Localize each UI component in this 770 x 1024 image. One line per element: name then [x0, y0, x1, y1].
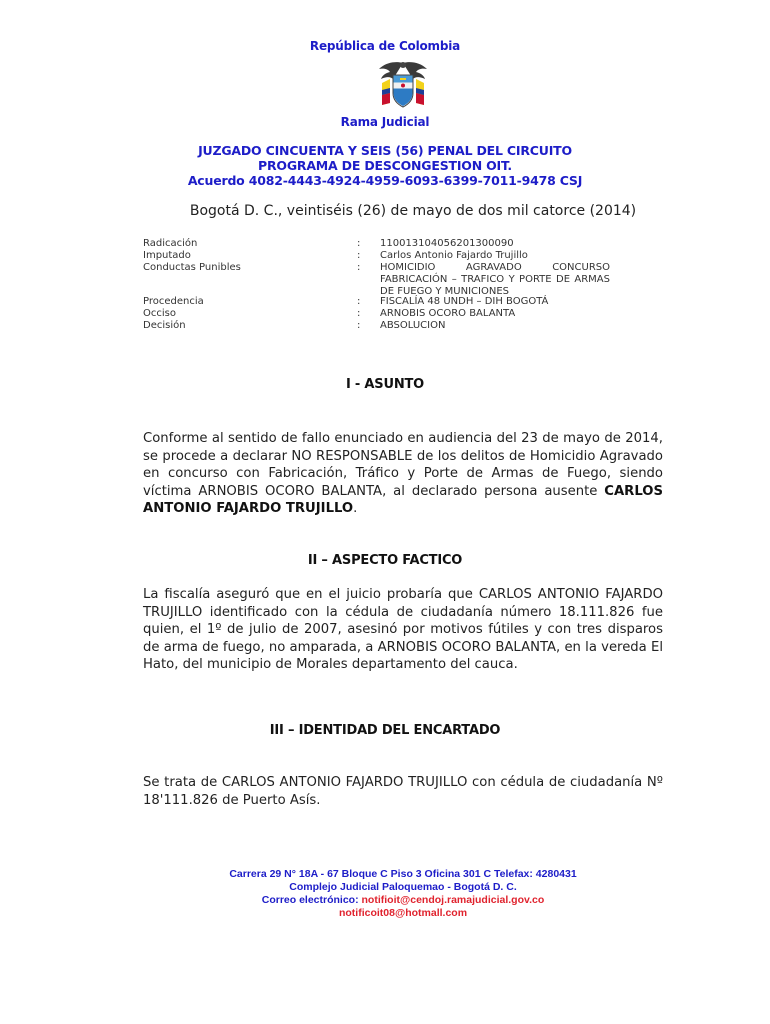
asunto-text: Conforme al sentido de fallo enunciado en audiencia del 23 de mayo de 2014, se procede a declarar NO RESPONSABLE de los delitos de Homicidio Agravado en concurso con Fabricación, Tráfico y Porte de Armas de Fuego, siendo víctima ARNOBIS OCORO BALANTA, al declarado persona ausente — [143, 431, 663, 499]
date-line: Bogotá D. C., veintiséis (26) de mayo de dos mil catorce (2014) — [189, 203, 637, 219]
metadata-value: ARNOBIS OCORO BALANTA — [380, 308, 516, 319]
section-text-aspecto-factico: La fiscalía aseguró que en el juicio probaría que CARLOS ANTONIO FAJARDO TRUJILLO identificado con la cédula de ciudadanía número 18.111.826 fue quien, el 1º de julio de 2007, asesinó por motivos fútiles y con tres disparos de arma de fuego, no amparada, a ARNOBIS OCORO BALANTA, en la vereda El Hato, del municipio de Morales departamento del cauca. — [143, 587, 663, 672]
colombia-coat-of-arms-icon — [376, 59, 430, 111]
metadata-separator: : — [357, 238, 361, 249]
agreement-number: Acuerdo 4082-4443-4924-4959-6093-6399-7011-9478 CSJ — [187, 173, 583, 188]
metadata-separator: : — [357, 308, 361, 319]
footer-email-link[interactable]: notifioit@cendoj.ramajudicial.gov.co — [361, 894, 545, 906]
metadata-separator: : — [357, 296, 361, 307]
metadata-label: Conductas Punibles — [143, 262, 241, 273]
metadata-label: Procedencia — [143, 296, 204, 307]
metadata-value: FISCALÍA 48 UNDH – DIH BOGOTÁ — [380, 296, 549, 307]
asunto-end: . — [353, 501, 358, 516]
metadata-separator: : — [357, 262, 361, 273]
metadata-separator: : — [357, 250, 361, 261]
section-title-identidad: III – IDENTIDAD DEL ENCARTADO — [269, 723, 501, 738]
section-text-identidad: Se trata de CARLOS ANTONIO FAJARDO TRUJILLO con cédula de ciudadanía Nº 18'111.826 de Puerto Asís. — [143, 775, 663, 808]
metadata-label: Occiso — [143, 308, 176, 319]
metadata-value: Carlos Antonio Fajardo Trujillo — [380, 250, 528, 261]
country-heading: República de Colombia — [309, 39, 461, 53]
section-title-asunto: I - ASUNTO — [345, 377, 425, 392]
section-text-asunto — [143, 430, 663, 518]
metadata-separator: : — [357, 320, 361, 331]
footer-email-link-2[interactable]: notificoit08@hotmall.com — [338, 907, 468, 919]
defendant-name: CARLOS ANTONIO FAJARDO TRUJILLO — [143, 483, 663, 516]
metadata-value: 110013104056201300090 — [380, 238, 514, 249]
branch-heading: Rama Judicial — [340, 115, 430, 129]
footer-email-line — [0, 894, 770, 907]
court-name: JUZGADO CINCUENTA Y SEIS (56) PENAL DEL CIRCUITO — [198, 143, 572, 158]
metadata-value: ABSOLUCION — [380, 320, 446, 331]
footer-address: Carrera 29 N° 18A - 67 Bloque C Piso 3 Oficina 301 C Telefax: 4280431 — [229, 868, 577, 880]
court-heading — [0, 143, 770, 188]
footer-email-line-2 — [0, 907, 770, 920]
metadata-label: Decisión — [143, 320, 186, 331]
section-title-aspecto-factico: II – ASPECTO FACTICO — [307, 553, 463, 568]
metadata-label: Imputado — [143, 250, 191, 261]
footer-email-label: Correo electrónico: — [261, 894, 362, 906]
footer — [0, 868, 770, 920]
metadata-value: HOMICIDIO AGRAVADO CONCURSO FABRICACIÓN – TRAFICO Y PORTE DE ARMAS DE FUEGO Y MUNICIONES — [380, 262, 610, 297]
program-name: PROGRAMA DE DESCONGESTION OIT. — [258, 158, 512, 173]
metadata-label: Radicación — [143, 238, 198, 249]
footer-complex: Complejo Judicial Paloquemao - Bogotá D. C. — [289, 881, 517, 893]
